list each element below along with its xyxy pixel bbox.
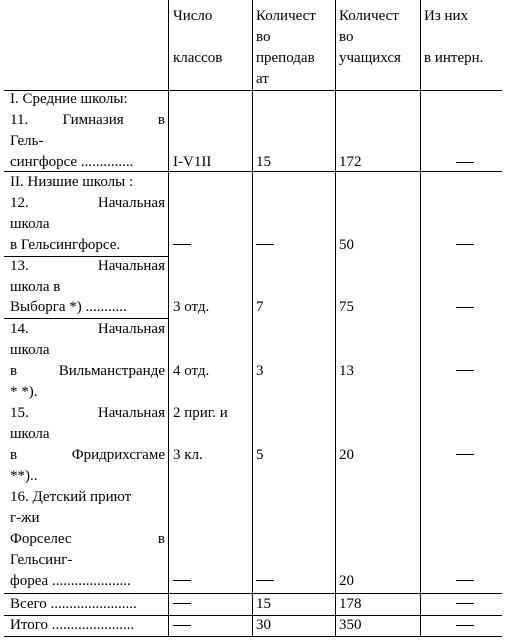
row-label-line: школа <box>10 426 50 442</box>
row-label-line: Гель- <box>10 133 44 149</box>
cell-teachers: 15 <box>256 154 271 170</box>
cell-boarders-dash <box>456 162 474 163</box>
row-label-word: 12. <box>10 195 29 211</box>
cell-classes-dash <box>173 580 191 581</box>
row-label-word: 11. <box>10 112 29 128</box>
row-label-word: Начальная <box>97 321 165 337</box>
cell-teachers: 30 <box>256 617 271 633</box>
row-label-word: в <box>10 447 18 463</box>
header-classes-line2: классов <box>173 50 223 66</box>
cell-teachers: 3 <box>256 363 264 379</box>
cell-classes: 4 отд. <box>173 363 210 379</box>
cell-classes: 2 приг. и <box>173 405 228 421</box>
row-label-line <box>10 361 165 382</box>
row-label-line <box>10 110 165 131</box>
row-label-line <box>10 319 165 340</box>
section-title: I. Средние школы: <box>10 91 128 107</box>
row-label-line <box>10 529 165 550</box>
cell-boarders-dash <box>456 454 474 455</box>
column-divider <box>420 0 421 636</box>
cell-classes-dash <box>173 625 191 626</box>
row-label-word: в <box>10 363 18 379</box>
header-students-line2: во <box>339 29 354 45</box>
row-label-word: 14. <box>10 321 29 337</box>
row-label-word: Гимназия <box>62 112 124 128</box>
cell-boarders-dash <box>456 370 474 371</box>
cell-classes: 3 отд. <box>173 299 210 315</box>
row-label-word: 13. <box>10 258 29 274</box>
row-label-word: в <box>157 112 165 128</box>
row-label-line: фореа ..................... <box>10 573 131 589</box>
row-divider <box>4 636 502 637</box>
total-label: Всего ....................... <box>10 596 137 612</box>
header-teachers-line2: во <box>256 29 271 45</box>
cell-students: 350 <box>339 617 362 633</box>
row-label-line <box>10 256 165 277</box>
row-label-word: Начальная <box>97 258 165 274</box>
row-label-word: Вильманстранде <box>58 363 165 379</box>
row-label-word: Форселес <box>10 531 72 547</box>
section-title: II. Низшие школы : <box>10 174 134 190</box>
cell-boarders-dash <box>456 307 474 308</box>
row-label-line: Выборга *) ........... <box>10 299 127 315</box>
cell-students: 50 <box>339 237 354 253</box>
header-teachers-line3: преподав <box>256 50 315 66</box>
row-label-line: **).. <box>10 468 38 484</box>
cell-boarders-dash <box>456 603 474 604</box>
grand-total-label: Итого ...................... <box>10 617 135 633</box>
column-divider <box>335 0 336 636</box>
cell-boarders-dash <box>456 625 474 626</box>
row-label-line: Гельсинг- <box>10 552 73 568</box>
cell-students: 172 <box>339 154 362 170</box>
cell-classes-dash <box>173 603 191 604</box>
row-label-line: г-жи <box>10 510 40 526</box>
row-label-word: 15. <box>10 405 29 421</box>
row-label-line: 16. Детский приют <box>10 489 132 505</box>
header-boarders-line2: в интерн. <box>424 50 484 66</box>
cell-students: 20 <box>339 573 354 589</box>
row-label-word: Начальная <box>97 195 165 211</box>
row-label-line <box>10 193 165 214</box>
header-classes-line1: Число <box>173 8 213 24</box>
header-teachers-line1: Количест <box>256 8 316 24</box>
row-label-line: * *). <box>10 384 38 400</box>
column-divider <box>168 0 169 636</box>
cell-teachers: 15 <box>256 596 271 612</box>
row-label-line: школа <box>10 216 50 232</box>
row-label-line: сингфорсе .............. <box>10 154 134 170</box>
row-label-line <box>10 403 165 424</box>
cell-teachers: 5 <box>256 447 264 463</box>
cell-boarders-dash <box>456 580 474 581</box>
cell-classes: 3 кл. <box>173 447 203 463</box>
cell-teachers-dash <box>256 244 274 245</box>
cell-students: 13 <box>339 363 354 379</box>
row-label-word: в <box>157 531 165 547</box>
cell-teachers-dash <box>256 580 274 581</box>
header-boarders-line1: Из них <box>424 8 469 24</box>
row-label-word: Фридрихсгаме <box>71 447 165 463</box>
header-students-line3: учащихся <box>339 50 401 66</box>
row-label-line: школа <box>10 342 50 358</box>
row-label-line <box>10 445 165 466</box>
cell-classes: I-V1II <box>173 154 212 170</box>
column-divider <box>252 0 253 636</box>
row-label-line: в Гельсингфорсе. <box>10 237 121 253</box>
cell-students: 178 <box>339 596 362 612</box>
cell-classes-dash <box>173 244 191 245</box>
row-label-word: Начальная <box>97 405 165 421</box>
cell-students: 75 <box>339 299 354 315</box>
cell-teachers: 7 <box>256 299 264 315</box>
cell-students: 20 <box>339 447 354 463</box>
header-students-line1: Количест <box>339 8 399 24</box>
row-label-line: школа в <box>10 279 61 295</box>
cell-boarders-dash <box>456 244 474 245</box>
header-teachers-line4: ат <box>256 71 269 87</box>
